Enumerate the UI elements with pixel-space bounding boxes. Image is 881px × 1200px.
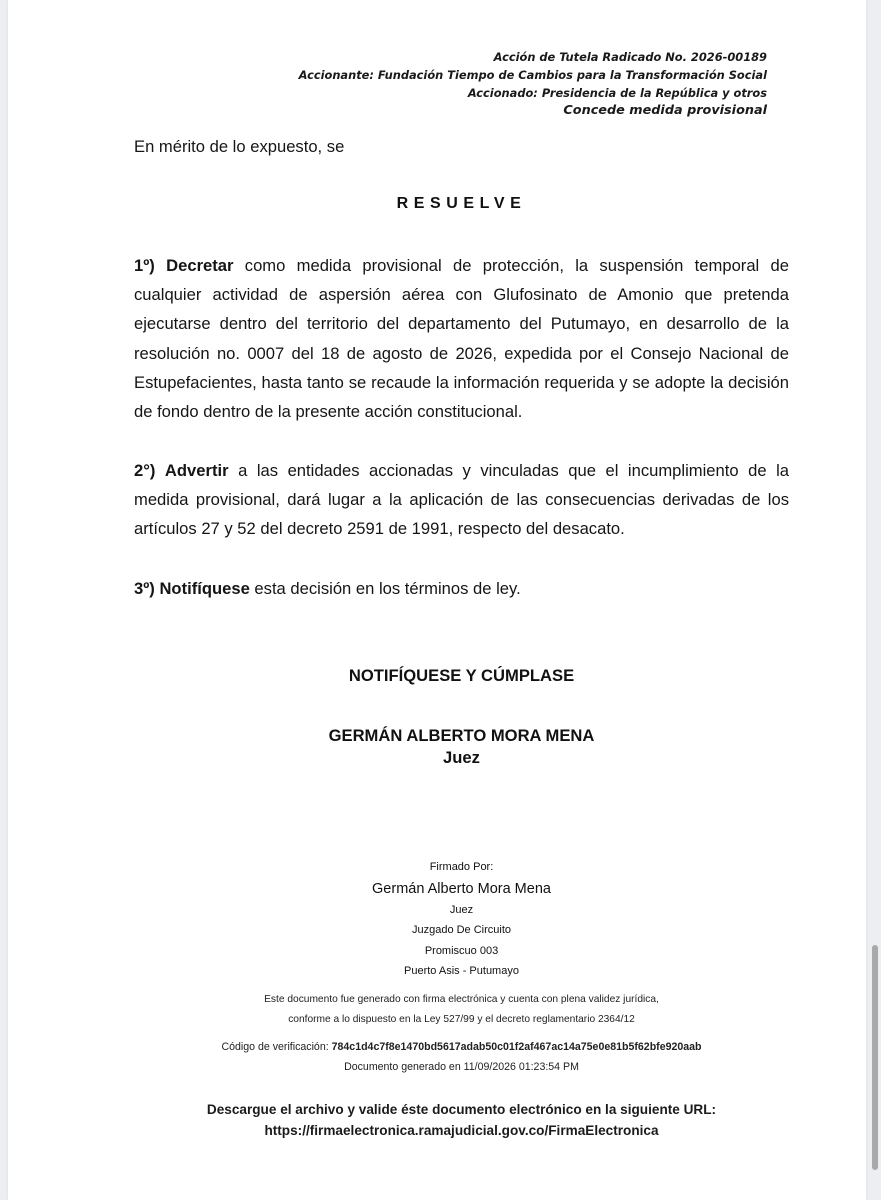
signer-court-type: Promiscuo 003 <box>424 944 499 957</box>
item-number: 2°) <box>134 461 156 480</box>
item-number: 1º) <box>134 256 155 275</box>
vertical-scrollbar[interactable] <box>872 945 878 1170</box>
signer-role: Juez <box>449 903 474 916</box>
judge-title: Juez <box>443 748 480 767</box>
case-header <box>299 48 767 120</box>
legal-notice-line-1: Este documento fue generado con firma electrónica y cuenta con plena validez jurídica, <box>264 994 659 1005</box>
validation-url[interactable]: https://firmaelectronica.ramajudicial.gov.co/FirmaElectronica <box>264 1123 659 1138</box>
resolution-item-2 <box>134 456 789 544</box>
resolution-item-1 <box>134 251 789 426</box>
intro-text: En mérito de lo expuesto, se <box>134 137 345 156</box>
item-verb: Notifíquese <box>159 579 250 598</box>
plaintiff-line: Accionante: Fundación Tiempo de Cambios para la Transformación Social <box>298 68 767 82</box>
resuelve-heading: RESUELVE <box>396 195 527 212</box>
defendant-line: Accionado: Presidencia de la República y otros <box>467 86 767 100</box>
decision-subject: Concede medida provisional <box>563 103 767 118</box>
item-number: 3º) <box>134 579 155 598</box>
resolution-item-3 <box>134 574 789 603</box>
item-text: como medida provisional de protección, la suspensión temporal de cualquier actividad de aspersión aérea con Glufosinato de Amonio que pretenda ejecutarse dentro del territorio del departamento del Putumayo, en desarrollo de la resolución no. 0007 del 18 de agosto de 2026, expedida por el Consejo Nacional de Estupefacientes, hasta tanto se recaude la información requerida y se adopte la decisión de fondo dentro de la presente acción constitucional. <box>134 256 789 422</box>
legal-notice-line-2: conforme a lo dispuesto en la Ley 527/99 y el decreto reglamentario 2364/12 <box>288 1013 635 1025</box>
signed-by-label: Firmado Por: <box>429 861 494 873</box>
download-instructions <box>134 1099 789 1141</box>
generated-date: Documento generado en 11/09/2026 01:23:54 PM <box>344 1061 579 1073</box>
verification-block <box>134 1037 789 1077</box>
item-verb: Advertir <box>164 461 229 480</box>
legal-notice <box>134 990 789 1029</box>
judge-name: GERMÁN ALBERTO MORA MENA <box>328 726 595 745</box>
signer-name: Germán Alberto Mora Mena <box>372 880 551 897</box>
item-text: a las entidades accionadas y vinculadas que el incumplimiento de la medida provisional, dará lugar a la aplicación de las consecuencias derivadas de los artículos 27 y 52 del decreto 2591 de 1991, respecto del desacato. <box>134 461 789 539</box>
case-number: Acción de Tutela Radicado No. 2026-00189 <box>493 50 767 64</box>
electronic-signature-block <box>134 857 789 982</box>
signer-city: Puerto Asis - Putumayo <box>404 965 519 977</box>
signer-court: Juzgado De Circuito <box>411 924 512 936</box>
judge-block <box>134 725 789 769</box>
verification-line <box>134 1037 789 1057</box>
document-page <box>8 0 866 1200</box>
verification-label: Código de verificación: <box>221 1041 329 1053</box>
download-text: Descargue el archivo y valide éste documento electrónico en la siguiente URL: <box>206 1102 717 1117</box>
item-verb: Decretar <box>166 256 234 275</box>
item-text: esta decisión en los términos de ley. <box>249 579 521 598</box>
verification-code: 784c1d4c7f8e1470bd5617adab50c01f2af467ac14a75e0e81b5f62bfe920aab <box>331 1041 702 1053</box>
closing-formula: NOTIFÍQUESE Y CÚMPLASE <box>348 666 575 685</box>
